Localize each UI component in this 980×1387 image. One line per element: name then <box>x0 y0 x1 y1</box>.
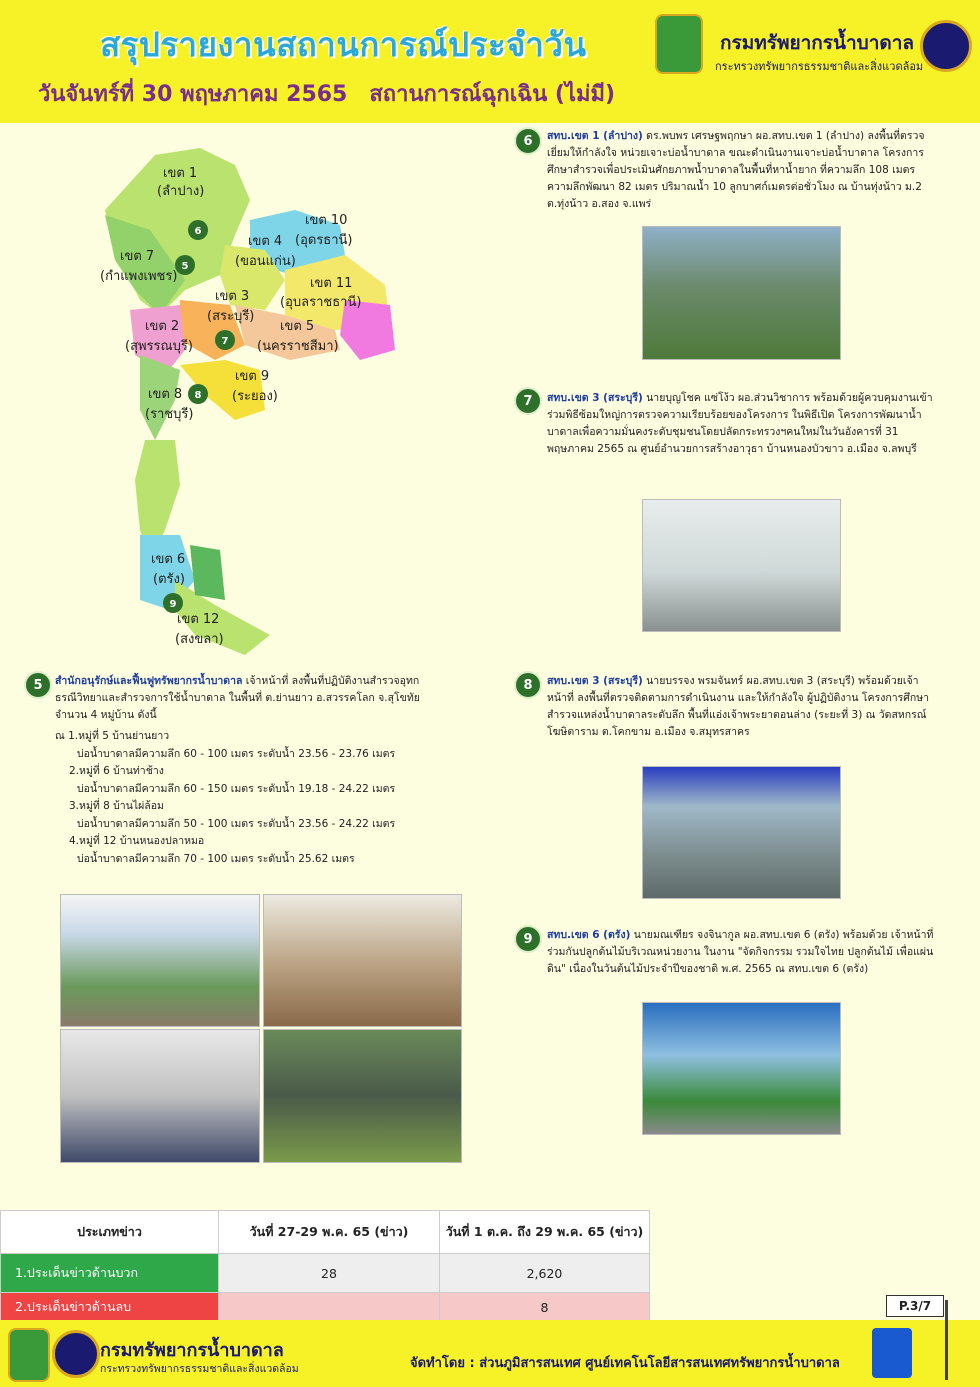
table-row <box>1 1254 650 1293</box>
region-label: เขต 4 <box>248 234 283 249</box>
village-list <box>55 728 395 868</box>
region-label: เขต 11 <box>310 276 353 291</box>
region-label: เขต 3 <box>215 289 250 304</box>
news-summary-table <box>0 1210 650 1322</box>
region-label: (ตรัง) <box>153 572 185 587</box>
map-marker: 6 <box>194 226 202 237</box>
region-label: เขต 2 <box>145 319 180 334</box>
lamp-icon <box>945 1300 966 1380</box>
region-label: เขต 6 <box>151 552 186 567</box>
region-label: (อุบลราชธานี) <box>280 295 362 310</box>
item-body: นายบรรจง พรมจันทร์ ผอ.สทบ.เขต 3 (สระบุรี) พร้อมด้วยเจ้าหน้าที่ ลงพื้นที่ตรวจติดตามการดำเนินงาน และให้กำลังใจ ผู้ปฏิบัติงาน โครงการศึกษาสำรวจแหล่งน้ำบาดาลระดับลึก พื้นที่แอ่งเจ้าพระยาตอนล่าง (ระยะที่ 3) ณ วัดสหกรณ์โฆษิตาราม ต.โคกขาม อ.เมือง จ.สมุทรสาคร <box>547 675 930 738</box>
region-label: (สงขลา) <box>175 632 224 647</box>
item-heading: สทบ.เขต 3 (สระบุรี) <box>547 675 643 687</box>
region-label: (กำแพงเพชร) <box>100 269 178 284</box>
village-detail: บ่อน้ำบาดาลมีความลึก 70 - 100 เมตร ระดับน้ำ 25.62 เมตร <box>77 852 355 865</box>
region-label: เขต 9 <box>235 369 270 384</box>
table-header: วันที่ 27-29 พ.ค. 65 (ข่าว) <box>219 1211 440 1254</box>
region-label: เขต 5 <box>280 319 315 334</box>
item-8-text <box>547 673 942 741</box>
item-5-photo <box>263 1029 462 1163</box>
table-cell: 28 <box>219 1254 440 1293</box>
item-number-badge: 8 <box>514 671 542 699</box>
page-subtitle <box>38 76 615 111</box>
village-name: 4.หมู่ที่ 12 บ้านหนองปลาหมอ <box>69 835 205 847</box>
item-6-text <box>547 128 942 213</box>
thailand-region-map <box>85 140 425 660</box>
item-7-text <box>547 390 942 458</box>
region-label: (ราชบุรี) <box>145 407 194 422</box>
item-body: เจ้าหน้าที่ ลงพื้นที่ปฏิบัติงานสำรวจอุทกธรณีวิทยาและสำรวจการใช้น้ำบาดาล ในพื้นที่ ต.ย่านยาว อ.สวรรคโลก จ.สุโขทัย จำนวน 4 หมู่บ้าน ดังนี้ <box>55 675 420 721</box>
item-body: นายมณเฑียร จงจินากูล ผอ.สทบ.เขต 6 (ตรัง) พร้อมด้วย เจ้าหน้าที่ ร่วมกันปลูกต้นไม้บริเวณหน่วยงาน ในงาน "จัดกิจกรรม รวมใจไทย ปลูกต้นไม้ เพื่อแผ่นดิน" เนื่องในวันต้นไม้ประจำปีของชาติ พ.ศ. 2565 ณ สทบ.เขต 6 (ตรัง) <box>547 929 934 975</box>
table-header: ประเภทข่าว <box>1 1211 219 1254</box>
footer-department-logo <box>8 1328 50 1382</box>
report-date: วันจันทร์ที่ 30 พฤษภาคม 2565 <box>38 82 348 107</box>
item-heading: สำนักอนุรักษ์และฟื้นฟูทรัพยากรน้ำบาดาล <box>55 675 243 687</box>
item-8-photo <box>642 766 841 899</box>
drilling-rig-icon <box>872 1328 912 1378</box>
page-title: สรุปรายงานสถานการณ์ประจำวัน <box>100 25 587 64</box>
item-heading: สทบ.เขต 3 (สระบุรี) <box>547 392 643 404</box>
item-9-photo <box>642 1002 841 1135</box>
region-label: เขต 10 <box>305 213 348 228</box>
table-cell: 1.ประเด็นข่าวด้านบวก <box>1 1254 219 1293</box>
table-cell <box>219 1293 440 1322</box>
header-department: กรมทรัพยากรน้ำบาดาล <box>720 32 915 54</box>
region-label: (สระบุรี) <box>207 309 255 324</box>
item-body: นายบุญโชค แซ่โง้ว ผอ.ส่วนวิชาการ พร้อมด้วยผู้ควบคุมงานเข้าร่วมพิธีซ้อมใหญ่การตรวจความเรียบร้อยของโครงการ ในพิธีเปิด โครงการพัฒนาน้ำบาดาลเพื่อความมั่นคงระดับชุมชนโดยปลัดกระทรวงฯคนใหม่ในวันอังคารที่ 31 พฤษภาคม 2565 ณ ศูนย์อำนวยการสร้างอาวุธา บ้านหนองบัวขาว อ.เมือง จ.ลพบุรี <box>547 392 933 455</box>
table-row <box>1 1293 650 1322</box>
region-label: (ขอนแก่น) <box>235 254 296 269</box>
emergency-status: สถานการณ์ฉุกเฉิน (ไม่มี) <box>369 82 616 107</box>
item-body: ดร.พบพร เศรษฐพฤกษา ผอ.สทบ.เขต 1 (ลำปาง) ลงพื้นที่ตรวจเยี่ยมให้กำลังใจ หน่วยเจาะบ่อน้ำบาดาล ขณะดำเนินงานเจาะบ่อน้ำบาดาล โครงการศึกษาสำรวจเพื่อประเมินศักยภาพน้ำบาดาลในพื้นที่หาน้ำยาก ที่ความลึก 108 เมตร ความลึกพัฒนา 82 เมตร ปริมาณน้ำ 10 ลูกบาศก์เมตรต่อชั่วโมง ณ บ้านทุ่งน้าว ม.2 ต.ทุ่งน้าว อ.สอง จ.แพร่ <box>547 130 925 210</box>
item-number-badge: 7 <box>514 387 542 415</box>
footer-credit: จัดทำโดย : ส่วนภูมิสารสนเทศ ศูนย์เทคโนโลยีสารสนเทศทรัพยากรน้ำบาดาล <box>410 1356 840 1371</box>
village-name: 2.หมู่ที่ 6 บ้านท่าช้าง <box>69 765 164 777</box>
map-marker: 5 <box>181 261 189 272</box>
item-number-badge: 9 <box>514 925 542 953</box>
region-label: เขต 7 <box>120 249 155 264</box>
item-heading: สทบ.เขต 6 (ตรัง) <box>547 929 631 941</box>
village-detail: บ่อน้ำบาดาลมีความลึก 60 - 100 เมตร ระดับน้ำ 23.56 - 23.76 เมตร <box>77 747 396 760</box>
village-name: 3.หมู่ที่ 8 บ้านไผ่ล้อม <box>69 800 164 812</box>
region-label: (สุพรรณบุรี) <box>125 339 193 354</box>
item-5-photo <box>60 1029 260 1163</box>
ministry-logo <box>920 20 972 72</box>
region-label: (นครราชสีมา) <box>257 339 339 354</box>
village-detail: บ่อน้ำบาดาลมีความลึก 60 - 150 เมตร ระดับน้ำ 19.18 - 24.22 เมตร <box>77 782 396 795</box>
department-logo <box>655 14 703 74</box>
item-5-photo <box>263 894 462 1027</box>
map-marker: 7 <box>221 336 229 347</box>
village-detail: บ่อน้ำบาดาลมีความลึก 50 - 100 เมตร ระดับน้ำ 23.56 - 24.22 เมตร <box>77 817 396 830</box>
footer-department: กรมทรัพยากรน้ำบาดาล <box>100 1340 284 1361</box>
table-cell: 2.ประเด็นข่าวด้านลบ <box>1 1293 219 1322</box>
item-heading: สทบ.เขต 1 (ลำปาง) <box>547 130 643 142</box>
map-marker: 9 <box>169 599 177 610</box>
region-label: (อุดรธานี) <box>295 233 353 248</box>
region-label: เขต 1 <box>163 166 198 181</box>
item-5-photo <box>60 894 260 1027</box>
item-7-photo <box>642 499 841 632</box>
item-9-text <box>547 927 942 978</box>
footer-ministry-logo <box>52 1330 100 1378</box>
item-5-text <box>55 673 450 724</box>
footer-ministry: กระทรวงทรัพยากรธรรมชาติและสิ่งแวดล้อม <box>100 1363 299 1375</box>
item-6-photo <box>642 226 841 360</box>
table-header: วันที่ 1 ต.ค. ถึง 29 พ.ค. 65 (ข่าว) <box>440 1211 650 1254</box>
header-ministry: กระทรวงทรัพยากรธรรมชาติและสิ่งแวดล้อม <box>715 60 924 73</box>
page-number: P.3/7 <box>886 1295 944 1317</box>
table-cell: 8 <box>440 1293 650 1322</box>
region-label: เขต 8 <box>148 387 183 402</box>
region-label: (ลำปาง) <box>157 184 205 199</box>
village-name: ณ 1.หมู่ที่ 5 บ้านย่านยาว <box>55 730 170 742</box>
item-number-badge: 5 <box>24 671 52 699</box>
table-cell: 2,620 <box>440 1254 650 1293</box>
region-label: เขต 12 <box>177 612 220 627</box>
region-label: (ระยอง) <box>232 389 278 404</box>
map-marker: 8 <box>194 390 202 401</box>
item-number-badge: 6 <box>514 127 542 155</box>
